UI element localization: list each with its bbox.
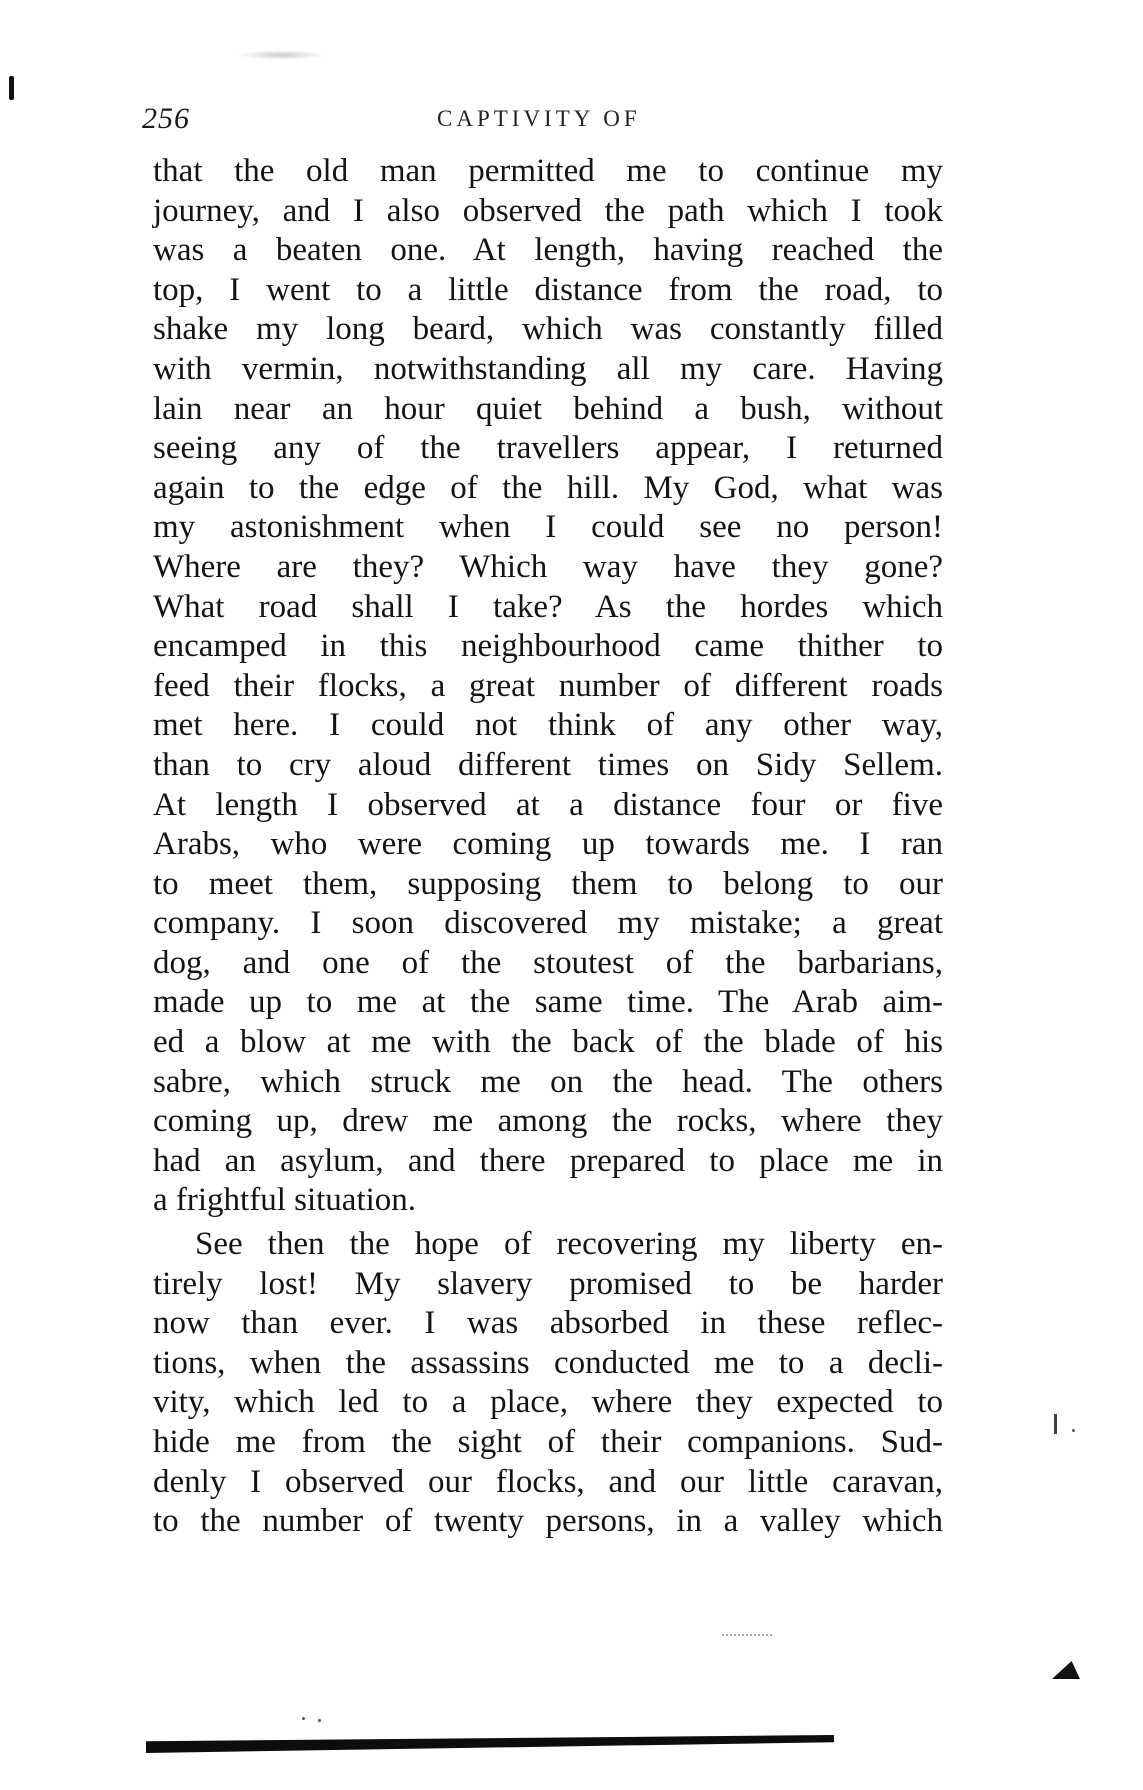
text-line: shake my long beard, which was constantly filled (153, 311, 943, 348)
text-line: dog, and one of the stoutest of the barbarians, (153, 944, 943, 981)
text-line: seeing any of the travellers appear, I returned (153, 430, 943, 467)
ink-blot (1052, 1661, 1080, 1679)
text-line: a frightful situation. (153, 1182, 417, 1219)
text-line: to meet them, supposing them to belong to our (153, 865, 943, 902)
text-line: my astonishment when I could see no person! (153, 509, 943, 546)
text-line: ed a blow at me with the back of the blade of his (153, 1024, 943, 1061)
page-header (142, 102, 962, 144)
bottom-dotted-mark (722, 1634, 772, 1638)
text-line: tions, when the assassins conducted me to a decli- (153, 1344, 943, 1381)
text-line: At length I observed at a distance four or five (153, 786, 943, 823)
page-number: 256 (142, 102, 190, 135)
paragraph-1 (153, 152, 943, 1221)
text-line: again to the edge of the hill. My God, what was (153, 469, 943, 506)
text-line: company. I soon discovered my mistake; a great (153, 905, 943, 942)
text-line: coming up, drew me among the rocks, where they (153, 1103, 943, 1140)
text-line: See then the hope of recovering my liberty en- (195, 1226, 943, 1263)
text-line: top, I went to a little distance from the road, to (153, 271, 943, 308)
text-line: lain near an hour quiet behind a bush, without (153, 390, 943, 427)
text-line: Where are they? Which way have they gone? (153, 548, 943, 585)
text-line: journey, and I also observed the path which I took (153, 192, 943, 229)
text-line: feed their flocks, a great number of different roads (153, 667, 943, 704)
text-line: met here. I could not think of any other way, (153, 707, 943, 744)
text-line: Arabs, who were coming up towards me. I ran (153, 826, 943, 863)
text-line: with vermin, notwithstanding all my care. Having (153, 350, 943, 387)
text-line: that the old man permitted me to continue my (153, 153, 943, 189)
text-line: now than ever. I was absorbed in these reflec- (153, 1305, 943, 1342)
running-head: CAPTIVITY OF (437, 106, 641, 131)
ink-smudge-top (238, 50, 326, 60)
text-line: tirely lost! My slavery promised to be harder (153, 1265, 943, 1302)
ink-fleck (318, 1719, 321, 1722)
ink-fleck (1072, 1429, 1075, 1432)
text-line: What road shall I take? As the hordes which (153, 588, 943, 625)
text-line: was a beaten one. At length, having reached the (153, 232, 943, 269)
text-line: made up to me at the same time. The Arab aim- (153, 984, 943, 1021)
text-line: hide me from the sight of their companions. Sud- (153, 1424, 943, 1460)
text-line: sabre, which struck me on the head. The others (153, 1063, 943, 1100)
text-line: encamped in this neighbourhood came thither to (153, 628, 943, 665)
body-text (153, 152, 943, 1542)
ink-fleck (302, 1717, 305, 1720)
text-line: to the number of twenty persons, in a valley which (153, 1503, 943, 1540)
paragraph-2 (153, 1225, 943, 1542)
text-line: had an asylum, and there prepared to place me in (153, 1142, 943, 1179)
bottom-ink-rule (146, 1735, 834, 1753)
text-line: denly I observed our flocks, and our little caravan, (153, 1463, 943, 1500)
margin-ink-mark (1054, 1414, 1057, 1434)
text-line: than to cry aloud different times on Sidy Sellem. (153, 746, 943, 783)
margin-ink-mark (9, 76, 14, 100)
text-line: vity, which led to a place, where they expected to (153, 1384, 943, 1421)
